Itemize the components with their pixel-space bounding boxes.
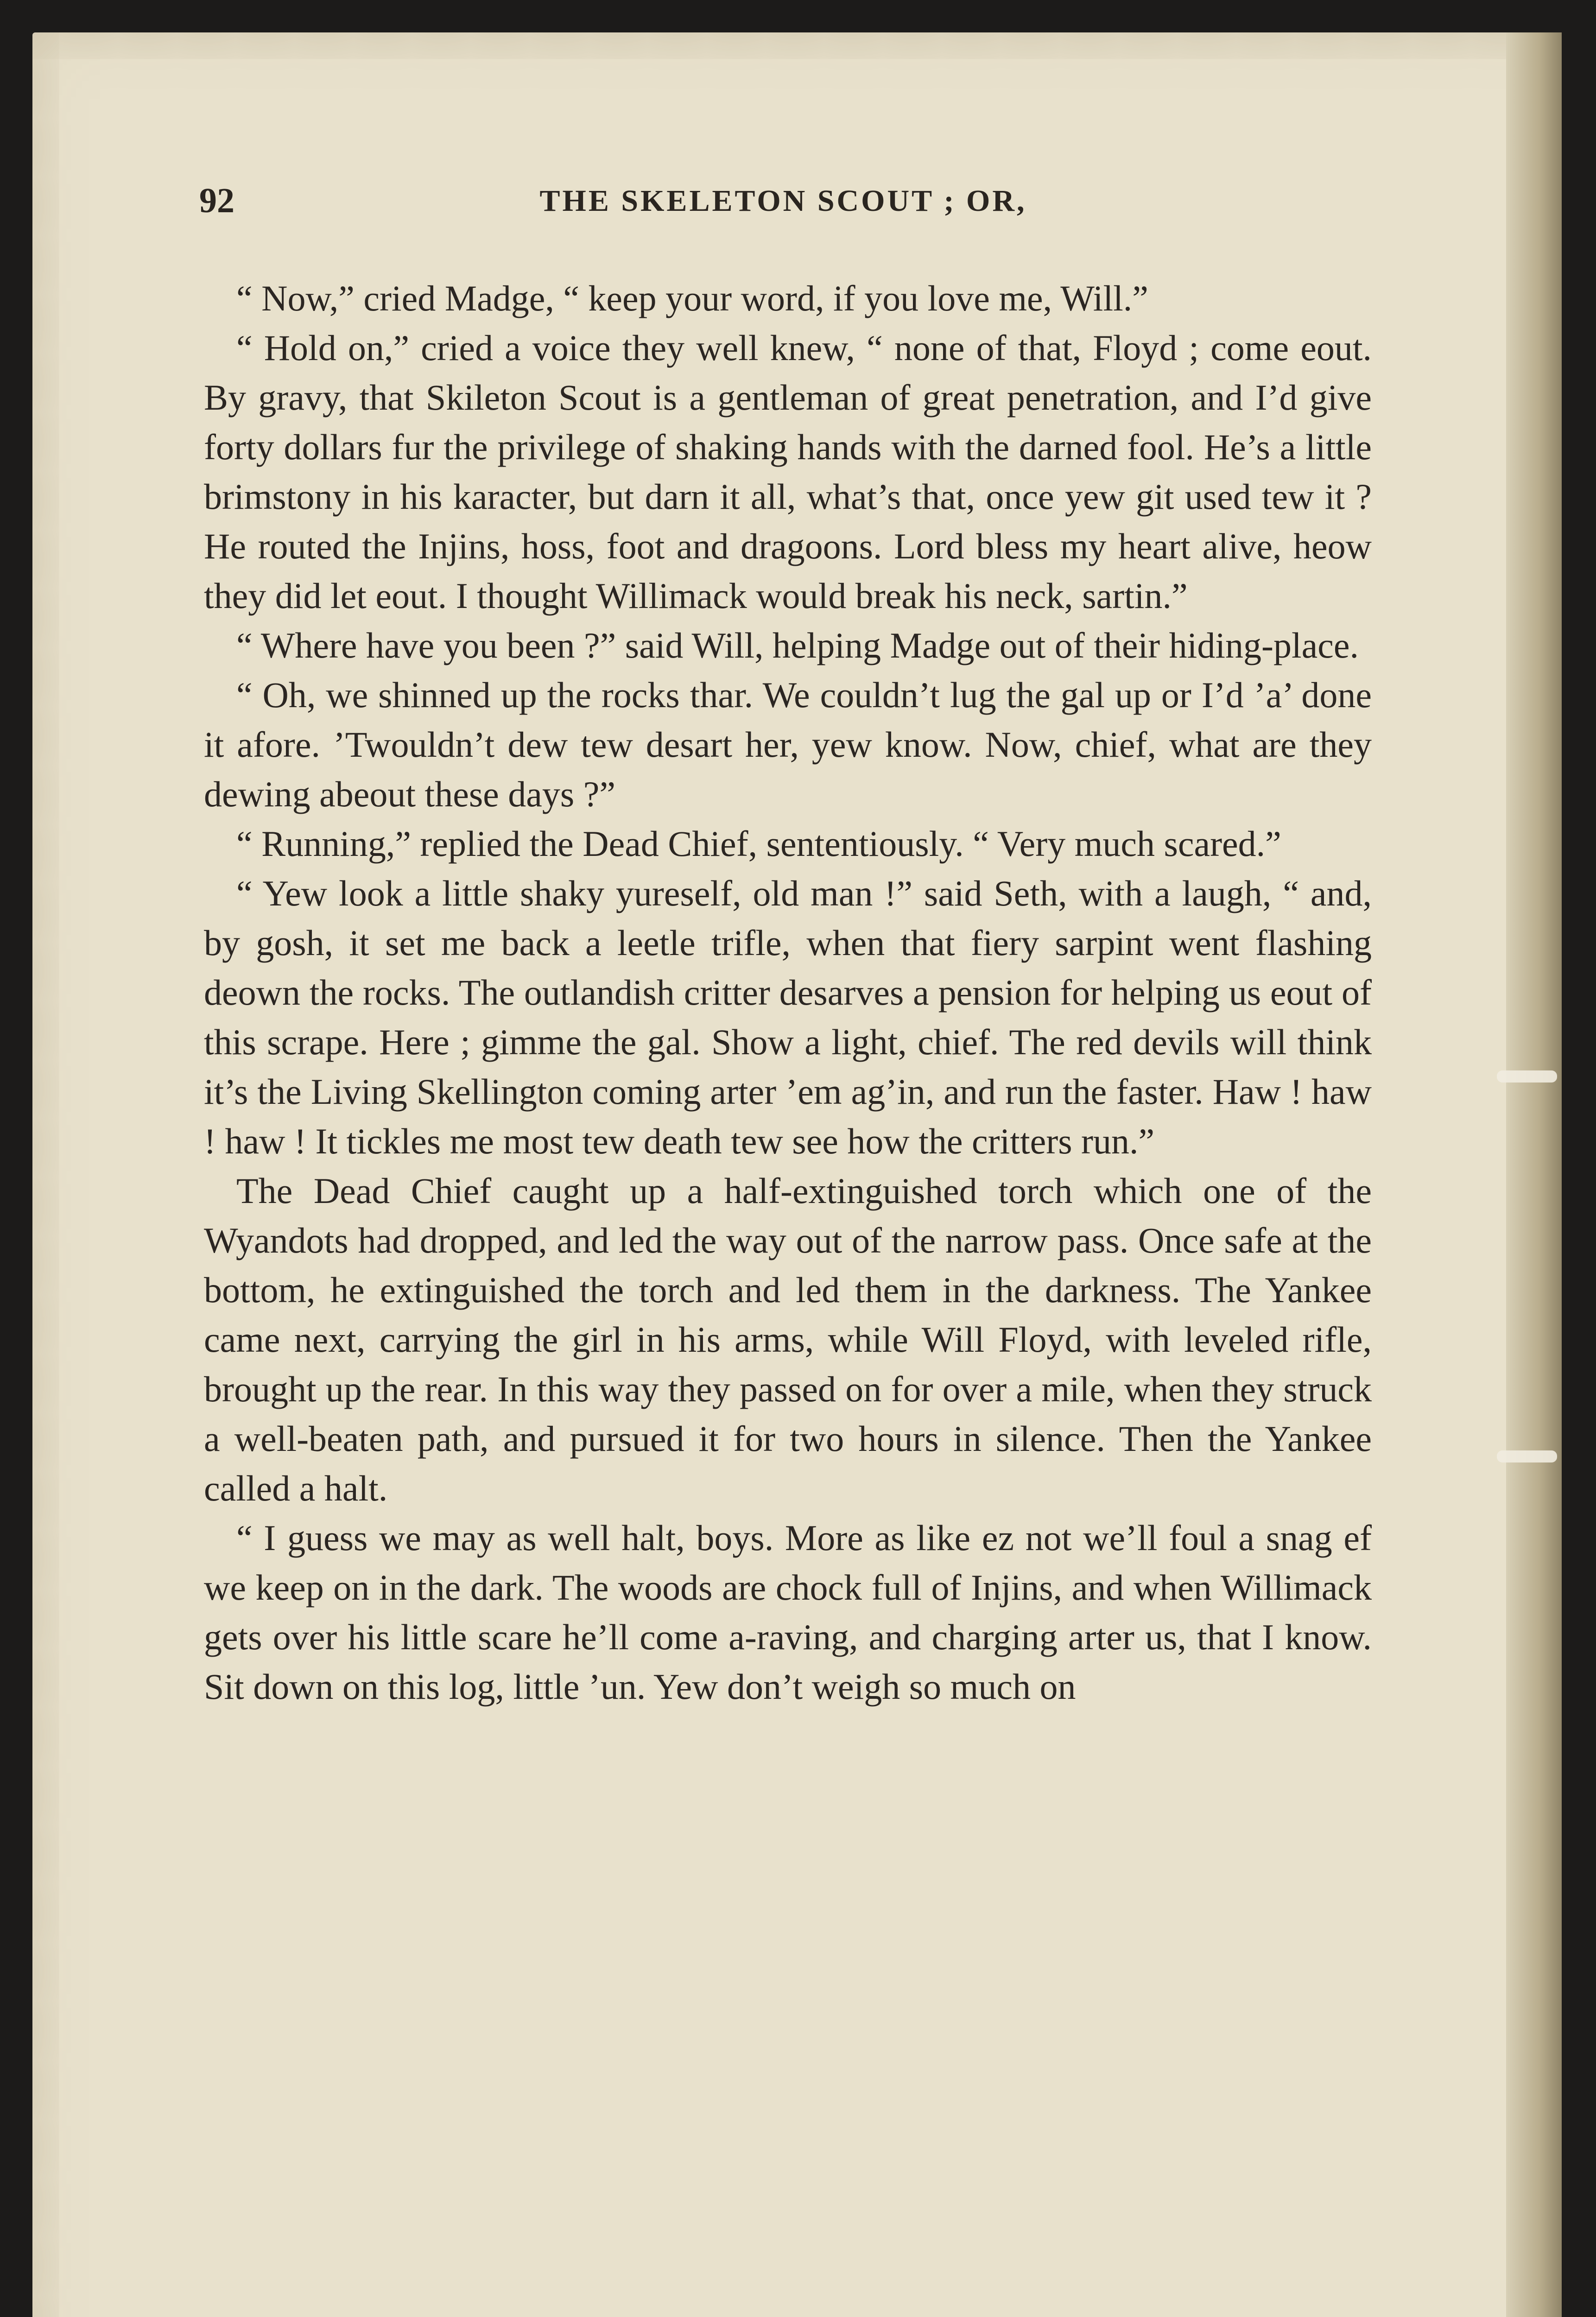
- paragraph: “ Hold on,” cried a voice they well knew, “ none of that, Floyd ; come eout. By gravy, that Skileton Scout is a gentleman of great penetration, and I’d give forty dollars fur the privilege of shaking hands with the darned fool. He’s a little brimstony in his karacter, but darn it all, what’s that, once yew git used tew it ? He routed the Injins, hoss, foot and dragoons. Lord bless my heart alive, heow they did let eout. I thought Willimack would break his neck, sartin.”: [204, 328, 1372, 616]
- running-head: THE SKELETON SCOUT ; OR,: [539, 184, 1027, 218]
- paragraph: “ Oh, we shinned up the rocks thar. We couldn’t lug the gal up or I’d ’a’ done it afore. ’Twouldn’t dew tew desart her, yew know. Now, chief, what are they dewing abeout these days ?”: [204, 675, 1372, 814]
- page-number: 92: [199, 181, 234, 220]
- paragraph: “ Running,” replied the Dead Chief, sententiously. “ Very much scared.”: [236, 823, 1281, 864]
- binding-thread: [1497, 1070, 1557, 1083]
- binding-thread: [1497, 1450, 1557, 1462]
- paragraph: “ I guess we may as well halt, boys. More as like ez not we’ll foul a snag ef we keep on in the dark. The woods are chock full of Injins, and when Willimack gets over his little scare he’ll come a-raving, and charging arter us, that I know. Sit down on this log, little ’un. Yew don’t weigh so much on: [204, 1518, 1372, 1707]
- paragraph: “ Yew look a little shaky yureself, old man !” said Seth, with a laugh, “ and, by gosh, it set me back a leetle trifle, when that fiery sarpint went flashing deown the rocks. The outlandish critter desarves a pension for helping us eout of this scrape. Here ; gimme the gal. Show a light, chief. The red devils will think it’s the Living Skellington coming arter ’em ag’in, and run the faster. Haw ! haw ! haw ! It tickles me most tew death tew see how the critters run.”: [204, 873, 1372, 1161]
- paragraph: “ Where have you been ?” said Will, helping Madge out of their hiding-place.: [236, 625, 1359, 665]
- page-header: [199, 181, 1367, 222]
- body-text: [204, 273, 1372, 1711]
- paragraph: “ Now,” cried Madge, “ keep your word, if you love me, Will.”: [236, 278, 1148, 318]
- paragraph: The Dead Chief caught up a half-extinguished torch which one of the Wyandots had dropped, and led the way out of the narrow pass. Once safe at the bottom, he extinguished the torch and led them in the darkness. The Yankee came next, carrying the girl in his arms, while Will Floyd, with leveled rifle, brought up the rear. In this way they passed on for over a mile, when they struck a well-beaten path, and pursued it for two hours in silence. Then the Yankee called a halt.: [204, 1171, 1372, 1508]
- book-spine-shadow: [1506, 32, 1562, 2317]
